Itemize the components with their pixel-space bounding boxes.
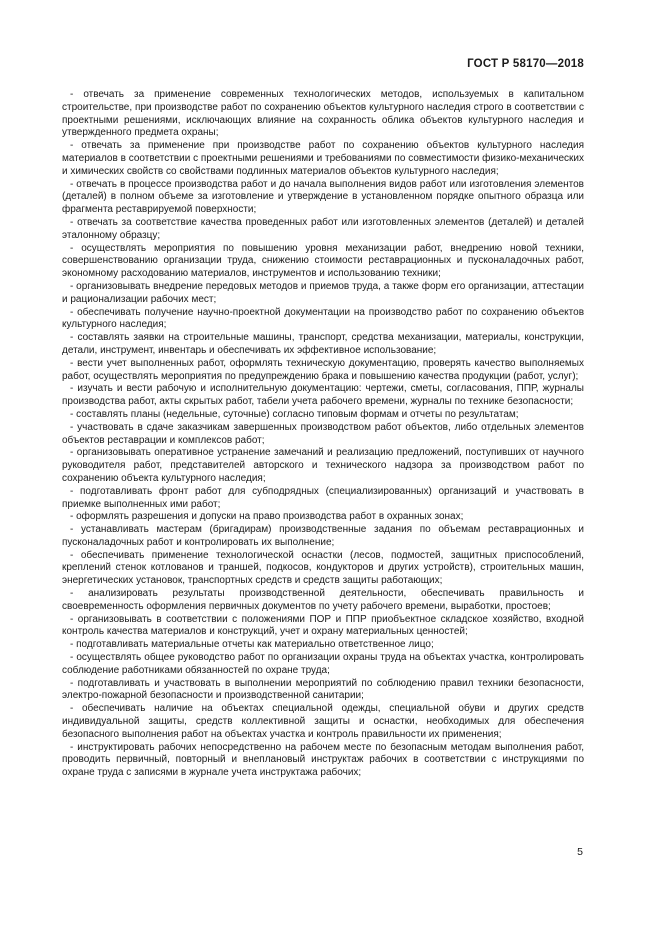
paragraph: - подготавливать и участвовать в выполнении мероприятий по соблюдению правил техники безопасности, электро-пожарной безопасности и производственной санитарии; — [62, 677, 584, 702]
paragraph: - подготавливать фронт работ для субподрядных (специализированных) организаций и участвовать в приемке выполненных ими работ; — [62, 485, 584, 510]
paragraph: - устанавливать мастерам (бригадирам) производственные задания по объемам реставрационных и пусконаладочных работ и контролировать их выполнение; — [62, 524, 584, 548]
paragraph: - организовывать в соответствии с положениями ПОР и ППР приобъектное складское хозяйство, входной контроль качества материалов и конструкций, учет и охрану материальных ценностей; — [62, 613, 584, 638]
paragraph: - инструктировать рабочих непосредственно на рабочем месте по безопасным методам выполнения работ, проводить первичный, повторный и внеплановый инструктаж рабочих в соответствии с инструкциями по охране труда с записями в журнале учета инструктажа рабочих; — [62, 741, 584, 779]
paragraph: - обеспечивать наличие на объектах специальной одежды, специальной обуви и других средств индивидуальной защиты, средств коллективной защиты и оснастки, необходимых для обеспечения безопасного выполнения работ на объектах участка и контроль правильности их применения; — [62, 703, 584, 740]
paragraph: - отвечать в процессе производства работ и до начала выполнения видов работ или изготовления элементов (деталей) в полном объеме за изготовление и утверждение в установленном порядке опытного образца или фрагмента реставрируемой поверхности; — [62, 178, 584, 216]
paragraph: - осуществлять общее руководство работ по организации охраны труда на объектах участка, контролировать соблюдение работниками обязанностей по охране труда; — [62, 652, 584, 676]
paragraph: - участвовать в сдаче заказчикам завершенных производством работ объектов, либо отдельных элементов объектов реставрации и комплексов работ; — [62, 421, 584, 446]
paragraph: - подготавливать материальные отчеты как материально ответственное лицо; — [70, 639, 434, 651]
paragraph: - составлять заявки на строительные машины, транспорт, средства механизации, материалы, конструкции, детали, инструмент, инвентарь и обеспечивать их эффективное использование; — [62, 332, 584, 356]
paragraph: - организовывать оперативное устранение замечаний и реализацию предложений, поступивших от научного руководителя работ, представителей авторского и технического надзора за производством работ по сохранению объекта культурного наследия; — [62, 447, 584, 484]
paragraph: - обеспечивать применение технологической оснастки (лесов, подмостей, защитных приспособлений, креплений стенок котлованов и траншей, подкосов, кондукторов и других устройств), строительных машин, энергетических установок, транспортных средств и средств защиты работающих; — [62, 549, 584, 587]
paragraph: - обеспечивать получение научно-проектной документации на производство работ по сохранению объектов культурного наследия; — [62, 306, 584, 331]
paragraph: - отвечать за применение при производстве работ по сохранению объектов культурного наследия материалов в соответствии с проектными решениями и требованиями по совместимости физико-механических и химических свойств со свойствами подлинных материалов объектов культурного наследия; — [62, 140, 584, 177]
paragraph: - вести учет выполненных работ, оформлять техническую документацию, проверять качество выполняемых работ, осуществлять мероприятия по предупреждению брака и повышению качества продукции (работ, услуг); — [62, 357, 584, 382]
document-code: ГОСТ Р 58170—2018 — [467, 58, 584, 70]
paragraph: - отвечать за применение современных технологических методов, используемых в капитальном строительстве, при производстве работ по сохранению объектов культурного наследия строго в соответствии с проектными решениями, исключающих влияние на сохранность облика объектов культурного наследия и утвержденного предмета охраны; — [62, 89, 584, 139]
paragraph: - оформлять разрешения и допуски на право производства работ в охранных зонах; — [70, 511, 464, 523]
paragraph: - отвечать за соответствие качества проведенных работ или изготовленных элементов (деталей) и деталей эталонному образцу; — [62, 216, 584, 241]
paragraph: - организовывать внедрение передовых методов и приемов труда, а также форм его организации, аттестации и рационализации рабочих мест; — [62, 280, 584, 305]
page-number: 5 — [577, 846, 583, 858]
paragraph: - составлять планы (недельные, суточные) согласно типовым формам и отчеты по результатам; — [70, 408, 519, 420]
body-text — [62, 89, 584, 780]
paragraph: - изучать и вести рабочую и исполнительную документацию: чертежи, сметы, согласования, ППР, журналы производства работ, акты скрытых работ, табели учета рабочего времени, журналы по технике безопасности; — [62, 383, 584, 408]
paragraph: - анализировать результаты производственной деятельности, обеспечивать правильность и своевременность оформления первичных документов по учету рабочего времени, выработки, простоев; — [62, 588, 584, 612]
paragraph: - осуществлять мероприятия по повышению уровня механизации работ, внедрению новой техники, совершенствованию организации труда, снижению стоимости реставрационных и пусконаладочных работ, экономному расходованию материалов, инструментов и использованию техники; — [62, 242, 584, 280]
